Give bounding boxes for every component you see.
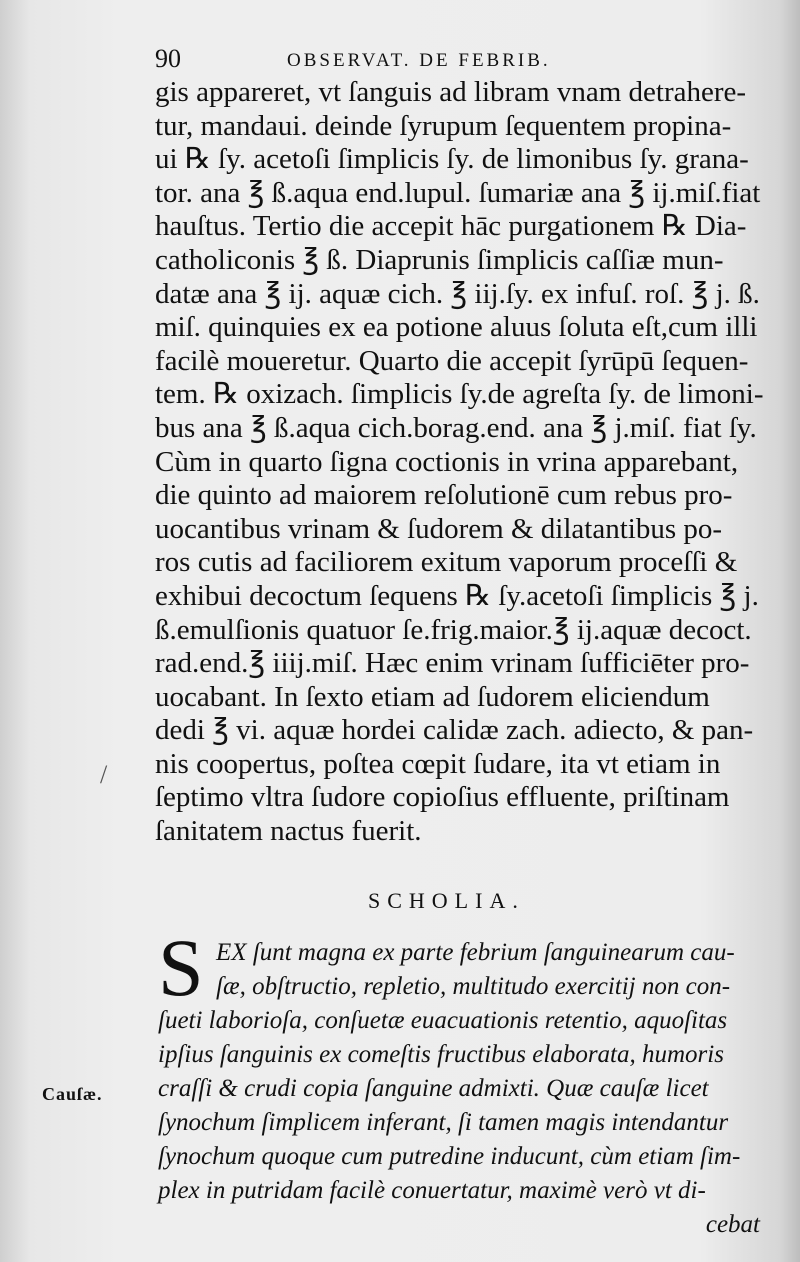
text-line: uocantibus vrinam & ſudorem & dilatantibus po-: [155, 512, 723, 545]
text-line: gis appareret, vt ſanguis ad libram vnam detrahere-: [155, 76, 747, 108]
text-line: hauſtus. Tertio die accepit hāc purgationem ℞ Dia-: [155, 210, 747, 243]
page-number: 90: [155, 44, 181, 73]
text-line: nis coopertus, poſtea cœpit ſudare, ita vt etiam in: [155, 747, 721, 780]
text-line: facilè moueretur. Quarto die accepit ſyrūpū ſequen-: [155, 344, 749, 377]
scholia-text: [158, 936, 768, 1242]
scholia-line: ſueti laborioſa, conſuetæ euacuationis retentio, aquoſitas: [158, 1007, 728, 1034]
text-line: exhibui decoctum ſequens ℞ ſy.acetoſi ſimplicis ℥ j.: [155, 579, 759, 612]
text-line: dedi ℥ vi. aquæ hordei calidæ zach. adiecto, & pan-: [155, 714, 754, 747]
scholia-line: EX ſunt magna ex parte febrium ſanguinearum cau-: [216, 939, 735, 966]
text-line: catholiconis ℥ ß. Diaprunis ſimplicis caſſiæ mun-: [155, 243, 724, 276]
text-line: ros cutis ad faciliorem exitum vaporum proceſſi &: [155, 546, 738, 579]
drop-cap: S: [158, 922, 204, 1013]
text-line: tur, mandaui. deinde ſyrupum ſequentem propina-: [155, 109, 732, 142]
page-header: [155, 44, 755, 80]
margin-note: Cauſæ.: [42, 1084, 103, 1104]
scholia-line: craſſi & crudi copia ſanguine admixti. Quæ cauſæ licet: [158, 1075, 709, 1102]
scholia-line: ſæ, obſtructio, repletio, multitudo exercitij non con-: [216, 973, 731, 1000]
text-line: bus ana ℥ ß.aqua cich.borag.end. ana ℥ j.miſ. fiat ſy.: [155, 411, 757, 444]
text-line: ſanitatem nactus fuerit.: [155, 815, 422, 848]
text-line: ß.emulſionis quatuor ſe.frig.maior.℥ ij.aquæ decoct.: [155, 613, 752, 646]
text-line: ui ℞ ſy. acetoſi ſimplicis ſy. de limonibus ſy. grana-: [155, 143, 749, 176]
section-heading: SCHOLIA.: [368, 888, 525, 913]
scholia-line: cebat: [705, 1211, 760, 1238]
text-line: miſ. quinquies ex ea potione aluus ſoluta eſt,cum illi: [155, 311, 758, 344]
text-line: datæ ana ℥ ij. aquæ cich. ℥ iij.ſy. ex infuſ. roſ. ℥ j. ß.: [155, 277, 760, 310]
text-line: tor. ana ℥ ß.aqua end.lupul. ſumariæ ana ℥ ij.miſ.fiat: [155, 176, 761, 209]
running-title: OBSERVAT. DE FEBRIB.: [287, 50, 551, 71]
text-line: die quinto ad maiorem reſolutionē cum rebus pro-: [155, 479, 733, 512]
scholia-line: ipſius ſanguinis ex comeſtis fructibus elaborata, humoris: [158, 1041, 724, 1068]
main-text: [155, 76, 765, 849]
text-line: Cùm in quarto ſigna coctionis in vrina apparebant,: [155, 445, 739, 478]
text-line: rad.end.℥ iiij.miſ. Hæc enim vrinam ſufficiēter pro-: [155, 647, 750, 680]
margin-mark: /: [100, 760, 108, 789]
text-line: tem. ℞ oxizach. ſimplicis ſy.de agreſta ſy. de limoni-: [155, 378, 764, 411]
scholia-line: plex in putridam facilè conuertatur, maximè verò vt di-: [158, 1177, 706, 1204]
scholia-line: ſynochum ſimplicem inferant, ſi tamen magis intendantur: [158, 1109, 729, 1136]
text-line: uocabant. In ſexto etiam ad ſudorem eliciendum: [155, 680, 710, 713]
text-line: ſeptimo vltra ſudore copioſius effluente, priſtinam: [155, 781, 730, 814]
scholia-line: ſynochum quoque cum putredine inducunt, cùm etiam ſim-: [158, 1143, 741, 1170]
